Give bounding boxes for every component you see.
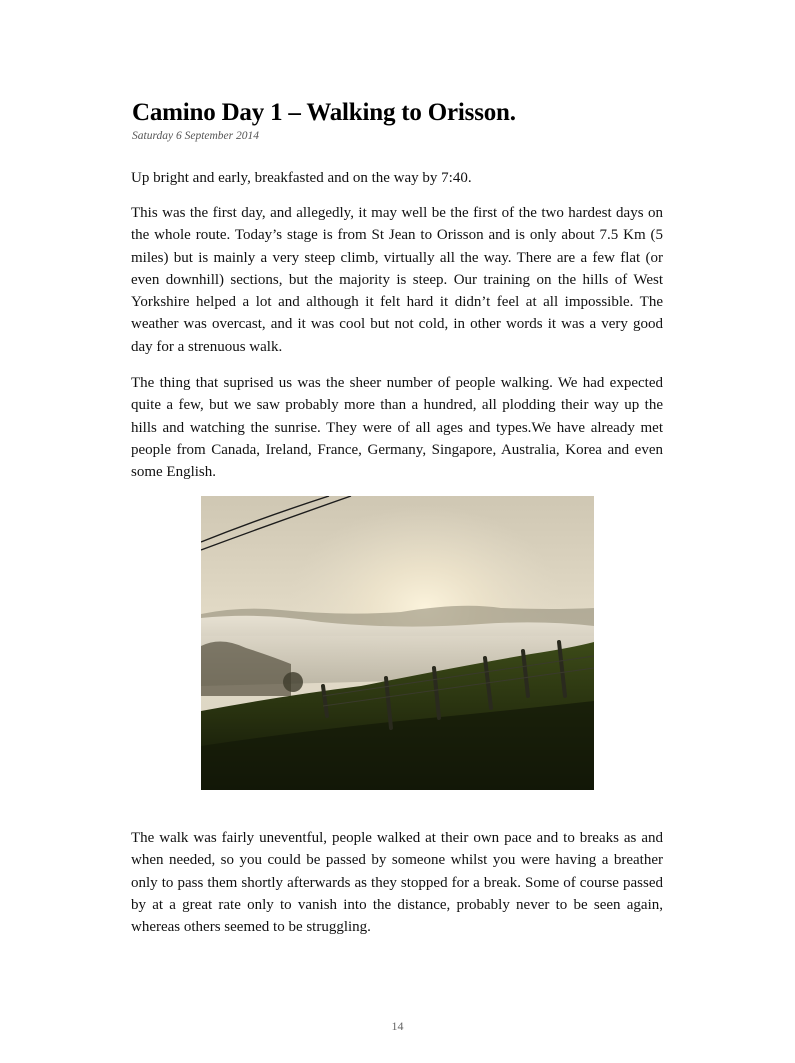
paragraph-first-day: This was the first day, and allegedly, it may well be the first of the two hardest days on the whole route. Today’s stage is from St Jean to Orisson and is only about 7.5 Km (5 miles) but is mainly a very steep climb, virtually all the way. There are a few flat (or even downhill) sections, but the majority is steep. Our training on the hills of West Yorkshire helped a lot and although it felt hard it didn’t feel at all impossible. The weather was overcast, and it was cool but not cold, in other words it was a very good day for a strenuous walk. (131, 205, 663, 355)
paragraph-walkers: The thing that suprised us was the sheer number of people walking. We had expected quite a few, but we saw probably more than a hundred, all plodding their way up the hills and watching the sunrise. They were of all ages and types.We have already met people from Canada, Ireland, France, Germany, Singapore, Australia, Korea and even some English. (131, 375, 663, 481)
page-number: 14 (391, 1019, 404, 1033)
paragraph-intro: Up bright and early, breakfasted and on the way by 7:40. (131, 170, 472, 186)
page-title: Camino Day 1 – Walking to Orisson. (132, 99, 516, 126)
paragraph-walk: The walk was fairly uneventful, people walked at their own pace and to breaks as and when needed, so you could be passed by someone whilst you were having a breather only to pass them shortly afterwards as they stopped for a break. Some of course passed by at a great rate only to vanish into the distance, probably never to be seen again, whereas others seemed to be struggling. (131, 830, 663, 936)
sunrise-photo (201, 496, 594, 790)
sunrise-photo-illustration (201, 496, 594, 790)
post-date: Saturday 6 September 2014 (132, 130, 260, 142)
